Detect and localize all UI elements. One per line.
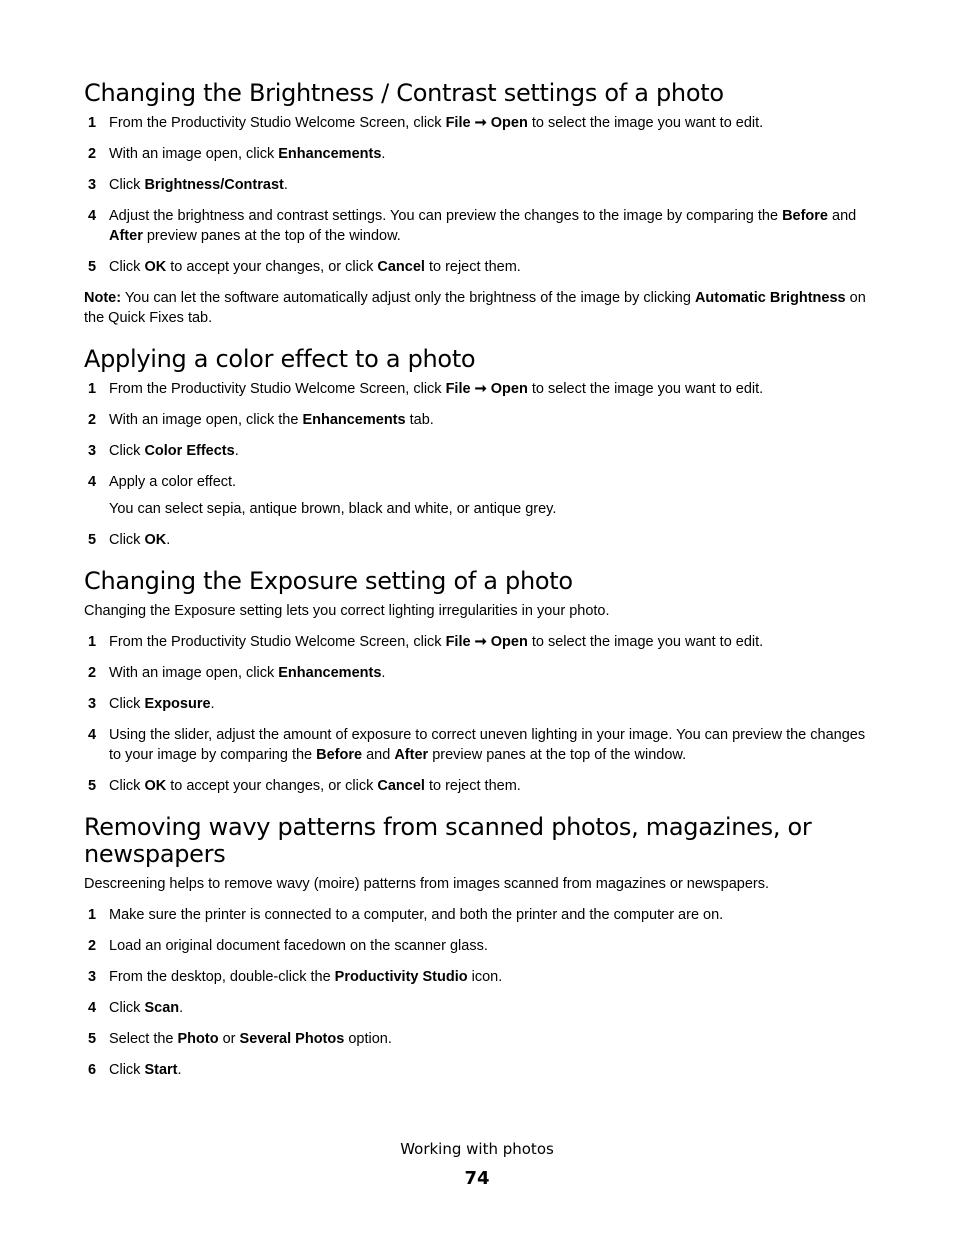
arrow-icon: ➞ (474, 381, 487, 397)
step-detail: You can select sepia, antique brown, black and white, or antique grey. (109, 501, 557, 517)
page-number: 74 (464, 1168, 490, 1189)
step-number: 1 (88, 381, 97, 397)
step-number: 2 (88, 938, 97, 954)
section-heading: Changing the Exposure setting of a photo (84, 567, 573, 595)
step-number: 4 (88, 474, 97, 490)
step-number: 1 (88, 115, 97, 131)
list-item: 1 From the Productivity Studio Welcome Screen, click File ➞ Open to select the image you want to edit. (88, 634, 764, 650)
list-item: 6 Click Start. (88, 1062, 182, 1078)
list-item: 4 Using the slider, adjust the amount of exposure to correct uneven lighting in your image. You can preview the changes to your image by comparing the Before and After preview panes at the top of the window. (88, 727, 866, 763)
arrow-icon: ➞ (474, 634, 487, 650)
step-number: 3 (88, 696, 97, 712)
step-number: 2 (88, 412, 97, 428)
list-item: 2 With an image open, click the Enhancements tab. (88, 412, 434, 428)
list-item: 2 With an image open, click Enhancements. (88, 146, 386, 162)
list-item: 1 Make sure the printer is connected to a computer, and both the printer and the computer are on. (88, 907, 724, 923)
step-number: 5 (88, 259, 97, 275)
list-item: 2 Load an original document facedown on the scanner glass. (88, 938, 488, 954)
step-number: 4 (88, 727, 97, 743)
step-number: 5 (88, 1031, 97, 1047)
step-number: 2 (88, 665, 97, 681)
step-number: 3 (88, 177, 97, 193)
intro-paragraph: Descreening helps to remove wavy (moire) patterns from images scanned from magazines or newspapers. (84, 876, 770, 892)
manual-page (84, 80, 874, 1098)
note-paragraph: Note: You can let the software automatically adjust only the brightness of the image by clicking Automatic Brightness on the Quick Fixes tab. (84, 290, 866, 326)
step-number: 5 (88, 532, 97, 548)
step-number: 6 (88, 1062, 97, 1078)
list-item: 5 Select the Photo or Several Photos option. (88, 1031, 392, 1047)
list-item: 3 Click Exposure. (88, 696, 215, 712)
list-item: 1 From the Productivity Studio Welcome Screen, click File ➞ Open to select the image you want to edit. (88, 381, 764, 397)
steps-list (84, 113, 874, 277)
section-brightness-contrast (84, 80, 874, 328)
step-number: 3 (88, 443, 97, 459)
list-item: 4 Adjust the brightness and contrast settings. You can preview the changes to the image by comparing the Before and After preview panes at the top of the window. (88, 208, 857, 244)
step-number: 4 (88, 208, 97, 224)
intro-paragraph: Changing the Exposure setting lets you correct lighting irregularities in your photo. (84, 603, 610, 619)
step-number: 3 (88, 969, 97, 985)
list-item: 1 From the Productivity Studio Welcome Screen, click File ➞ Open to select the image you want to edit. (88, 115, 764, 131)
list-item: 4 Apply a color effect. You can select sepia, antique brown, black and white, or antique grey. (84, 472, 874, 519)
step-number: 1 (88, 907, 97, 923)
step-number: 4 (88, 1000, 97, 1016)
list-item: 5 Click OK to accept your changes, or click Cancel to reject them. (88, 778, 521, 794)
step-number: 1 (88, 634, 97, 650)
list-item: 5 Click OK to accept your changes, or click Cancel to reject them. (88, 259, 521, 275)
arrow-icon: ➞ (474, 115, 487, 131)
list-item: 4 Click Scan. (88, 1000, 184, 1016)
steps-list (84, 379, 874, 550)
steps-list (84, 632, 874, 796)
section-heading: Removing wavy patterns from scanned photos, magazines, or newspapers (84, 813, 812, 868)
list-item: 2 With an image open, click Enhancements. (88, 665, 386, 681)
section-color-effect (84, 346, 874, 550)
note-label: Note: (84, 290, 122, 306)
list-item: 3 From the desktop, double-click the Productivity Studio icon. (88, 969, 503, 985)
section-heading: Changing the Brightness / Contrast settings of a photo (84, 79, 724, 107)
page-footer (0, 1138, 954, 1192)
section-descreening (84, 814, 874, 1080)
section-exposure (84, 568, 874, 796)
list-item: 3 Click Brightness/Contrast. (88, 177, 288, 193)
step-number: 5 (88, 778, 97, 794)
list-item: 3 Click Color Effects. (88, 443, 239, 459)
step-number: 2 (88, 146, 97, 162)
steps-list (84, 905, 874, 1080)
list-item: 5 Click OK. (88, 532, 171, 548)
section-heading: Applying a color effect to a photo (84, 345, 476, 373)
footer-chapter-label: Working with photos (400, 1140, 554, 1158)
